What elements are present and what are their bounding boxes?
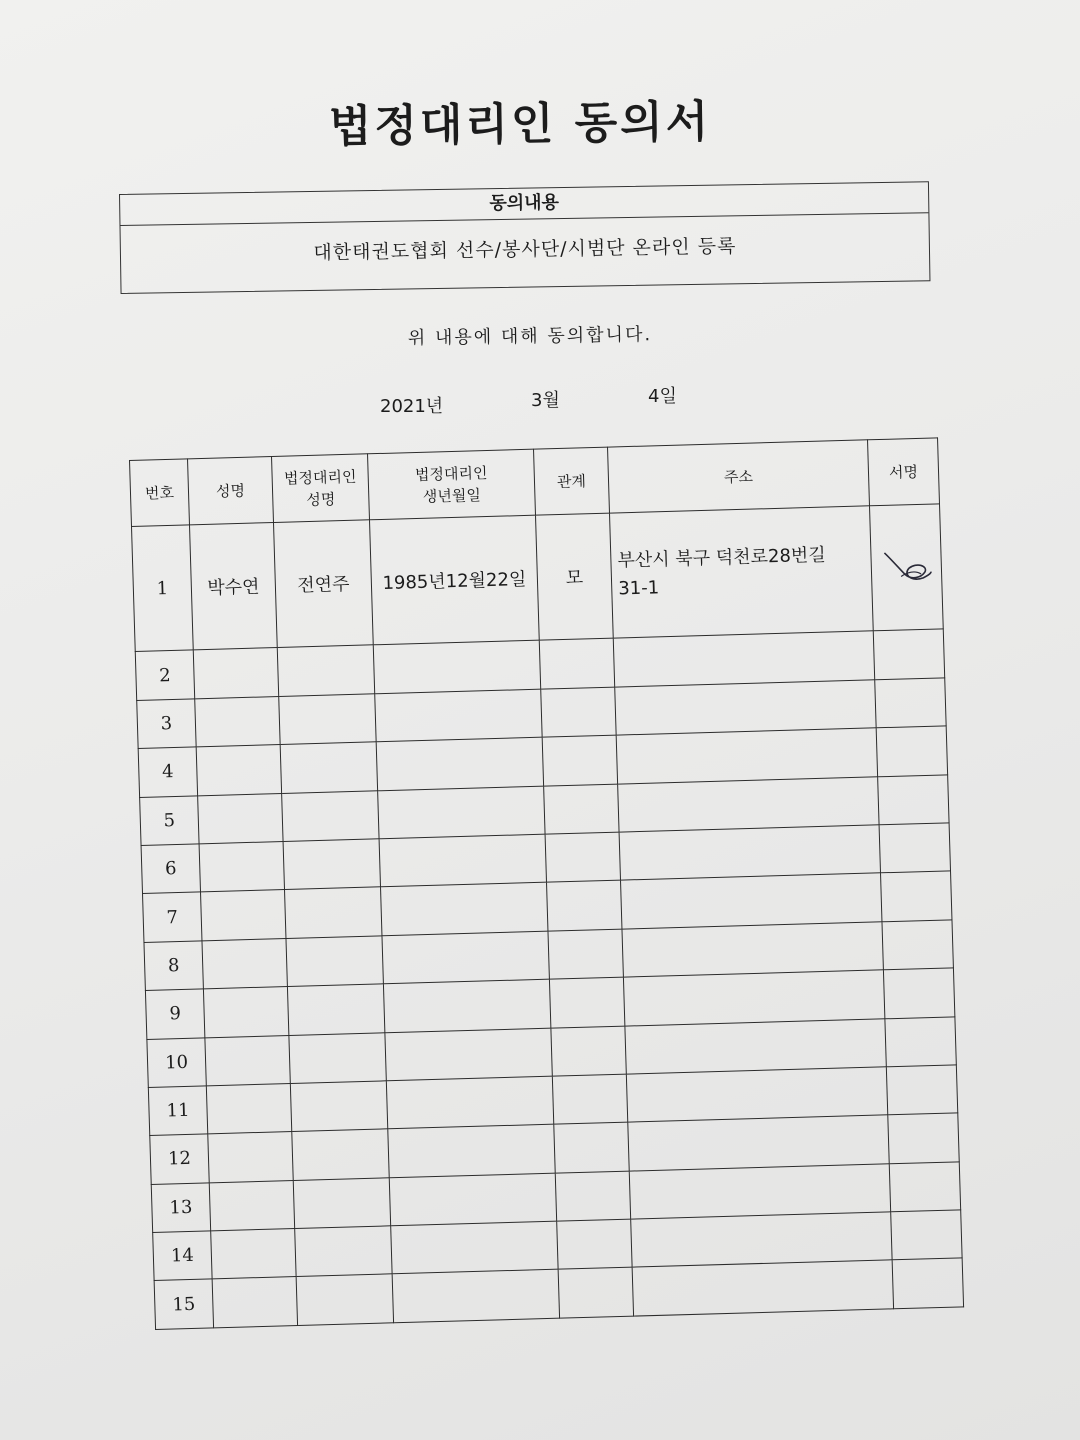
header-relation: 관계 [534, 447, 610, 515]
row-number: 14 [153, 1231, 212, 1281]
row-name: 박수연 [189, 523, 277, 651]
consent-content-body: 대한태권도협회 선수/봉사단/시범단 온라인 등록 [313, 235, 737, 264]
row-guardian-birth: 1985년12월22일 [369, 515, 539, 645]
row-number: 12 [150, 1134, 209, 1184]
row-number: 15 [154, 1279, 213, 1329]
row-address: 부산시 북구 덕천로28번길 31-1 [609, 506, 873, 639]
date-day: 4일 [648, 386, 677, 407]
document-title: 법정대리인 동의서 [328, 96, 712, 153]
row-number: 5 [140, 795, 199, 845]
consent-content-box [119, 181, 930, 294]
guardian-table-sheet [129, 437, 963, 1330]
consent-content-header: 동의내용 [120, 182, 928, 226]
guardian-table [129, 437, 964, 1330]
header-signature: 서명 [868, 438, 940, 506]
agreement-statement: 위 내용에 대해 동의합니다. [407, 324, 653, 349]
header-name: 성명 [188, 457, 274, 525]
date-year: 2021년 [380, 396, 444, 417]
row-number: 4 [138, 747, 197, 797]
row-signature [869, 504, 943, 631]
table-row [131, 504, 943, 652]
header-number: 번호 [130, 459, 190, 527]
row-relation: 모 [535, 513, 613, 640]
row-number: 1 [131, 525, 193, 652]
row-number: 10 [147, 1037, 206, 1087]
row-number: 2 [135, 650, 194, 700]
date-month: 3월 [531, 390, 560, 411]
row-number: 11 [148, 1086, 207, 1136]
row-number: 13 [151, 1183, 210, 1233]
row-number: 7 [143, 892, 202, 942]
header-address: 주소 [608, 440, 870, 513]
row-number: 3 [137, 699, 196, 749]
header-guardian-birth: 법정대리인 생년월일 [368, 449, 536, 520]
signature-mark [880, 548, 933, 587]
row-number: 8 [144, 941, 203, 991]
row-number: 6 [141, 844, 200, 894]
row-number: 9 [145, 989, 204, 1039]
row-guardian-name: 전연주 [273, 520, 373, 648]
header-guardian-name: 법정대리인 성명 [272, 454, 370, 523]
